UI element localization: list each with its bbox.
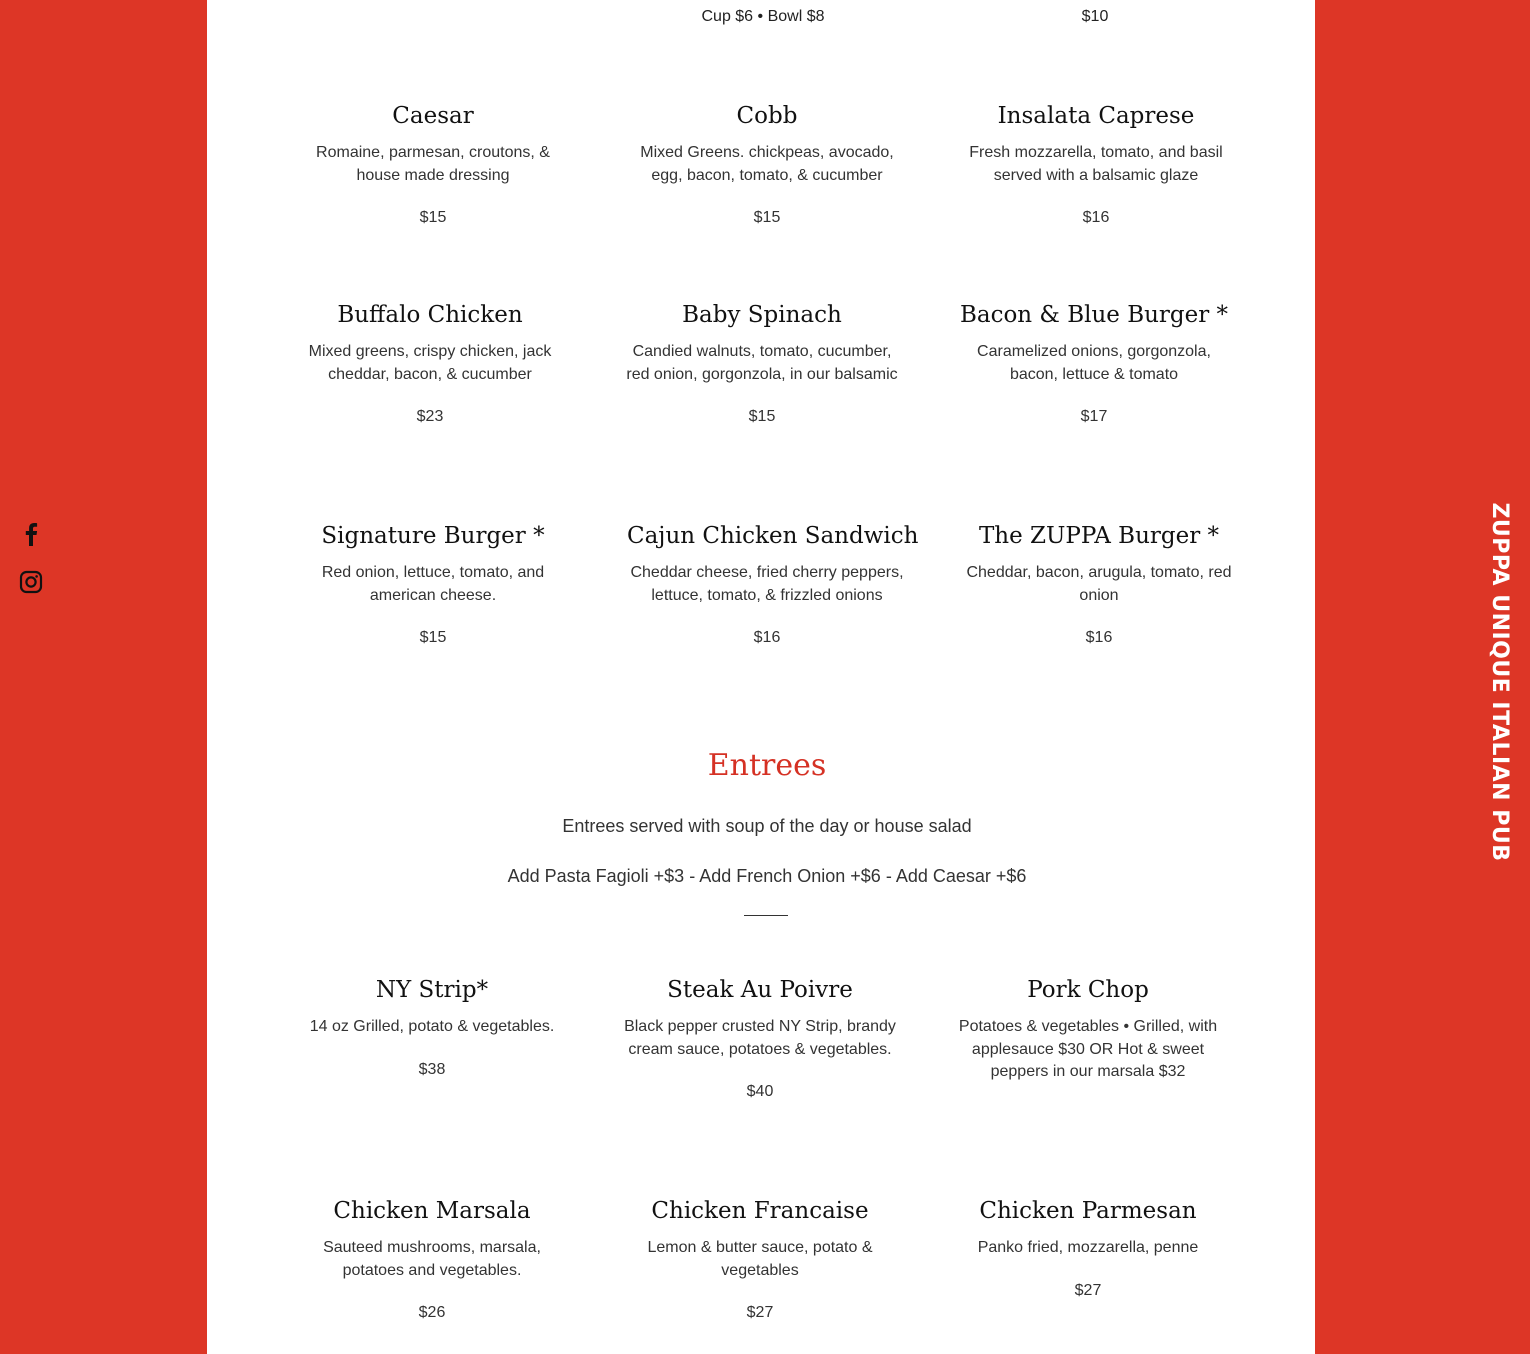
item-description: Mixed greens, crispy chicken, jack cheddar, bacon, & cucumber — [308, 343, 552, 383]
item-name: Insalata Caprese — [997, 103, 1195, 129]
menu-item — [620, 974, 900, 1101]
brand-vertical-title: ZUPPA UNIQUE ITALIAN PUB — [1487, 502, 1512, 862]
facebook-icon — [18, 521, 44, 547]
entrees-note: Entrees served with soup of the day or house salad — [562, 816, 972, 836]
menu-item — [956, 100, 1236, 227]
item-price: $16 — [1082, 209, 1110, 226]
item-description: Cheddar, bacon, arugula, tomato, red onion — [966, 564, 1232, 604]
item-description: 14 oz Grilled, potato & vegetables. — [309, 1018, 555, 1035]
item-price: $15 — [419, 629, 447, 646]
section-divider — [744, 915, 788, 916]
menu-item — [620, 1195, 900, 1322]
item-price: $15 — [419, 209, 447, 226]
item-price: $38 — [418, 1060, 446, 1078]
menu-item — [948, 1195, 1228, 1300]
menu-item — [954, 299, 1234, 426]
menu-item — [292, 1195, 572, 1322]
item-description: Black pepper crusted NY Strip, brandy cream sauce, potatoes & vegetables. — [624, 1018, 896, 1058]
item-name: The ZUPPA Burger * — [978, 523, 1220, 549]
section-title-entrees: Entrees — [707, 748, 827, 783]
menu-item — [627, 100, 907, 227]
item-price: $16 — [753, 629, 781, 646]
item-description: Candied walnuts, tomato, cucumber, red onion, gorgonzola, in our balsamic — [626, 343, 898, 383]
item-name: Chicken Parmesan — [979, 1198, 1197, 1224]
item-description: Romaine, parmesan, croutons, & house made dressing — [316, 144, 550, 184]
item-price: $27 — [1074, 1281, 1102, 1299]
menu-item — [627, 520, 919, 647]
item-description: Fresh mozzarella, tomato, and basil served with a balsamic glaze — [969, 144, 1223, 184]
facebook-link[interactable] — [18, 521, 44, 547]
item-price: $15 — [748, 408, 776, 425]
item-price: $17 — [1080, 408, 1108, 425]
item-price: $10 — [1081, 8, 1109, 25]
menu-item — [948, 974, 1228, 1084]
item-name: Baby Spinach — [682, 302, 842, 328]
item-name: Pork Chop — [1027, 977, 1149, 1003]
menu-item — [293, 520, 573, 647]
menu-item — [290, 299, 570, 426]
item-description: Potatoes & vegetables • Grilled, with applesauce $30 OR Hot & sweet peppers in our marsala $32 — [958, 1018, 1218, 1080]
item-price: $15 — [753, 209, 781, 226]
menu-item — [292, 974, 572, 1079]
item-description: Panko fried, mozzarella, penne — [977, 1239, 1199, 1256]
item-name: NY Strip* — [375, 977, 489, 1003]
item-description: Sauteed mushrooms, marsala, potatoes and vegetables. — [323, 1239, 541, 1279]
item-price: $26 — [418, 1304, 446, 1321]
item-description: Caramelized onions, gorgonzola, bacon, lettuce & tomato — [977, 343, 1211, 383]
item-name: Chicken Francaise — [651, 1198, 869, 1224]
item-name: Chicken Marsala — [333, 1198, 531, 1224]
menu-item — [959, 520, 1239, 647]
menu-item — [622, 299, 902, 426]
item-price: $23 — [416, 408, 444, 425]
instagram-link[interactable] — [18, 569, 44, 595]
item-name: Caesar — [392, 103, 474, 129]
entrees-addons: Add Pasta Fagioli +$3 - Add French Onion +$6 - Add Caesar +$6 — [507, 866, 1027, 886]
item-price: $40 — [746, 1083, 774, 1100]
menu-item — [293, 100, 573, 227]
item-price: $27 — [746, 1304, 774, 1321]
item-name: Cajun Chicken Sandwich — [627, 523, 919, 549]
item-name: Steak Au Poivre — [667, 977, 853, 1003]
item-description: Lemon & butter sauce, potato & vegetables — [647, 1239, 873, 1279]
item-price: $16 — [1085, 629, 1113, 646]
item-description: Cheddar cheese, fried cherry peppers, lettuce, tomato, & frizzled onions — [630, 564, 904, 604]
item-description: Red onion, lettuce, tomato, and american cheese. — [321, 564, 545, 604]
item-name: Signature Burger * — [321, 523, 545, 549]
item-name: Cobb — [736, 103, 798, 129]
item-name: Buffalo Chicken — [337, 302, 523, 328]
instagram-icon — [18, 569, 44, 595]
item-name: Bacon & Blue Burger * — [959, 302, 1229, 328]
item-price: Cup $6 • Bowl $8 — [701, 8, 825, 25]
item-description: Mixed Greens. chickpeas, avocado, egg, bacon, tomato, & cucumber — [640, 144, 894, 184]
